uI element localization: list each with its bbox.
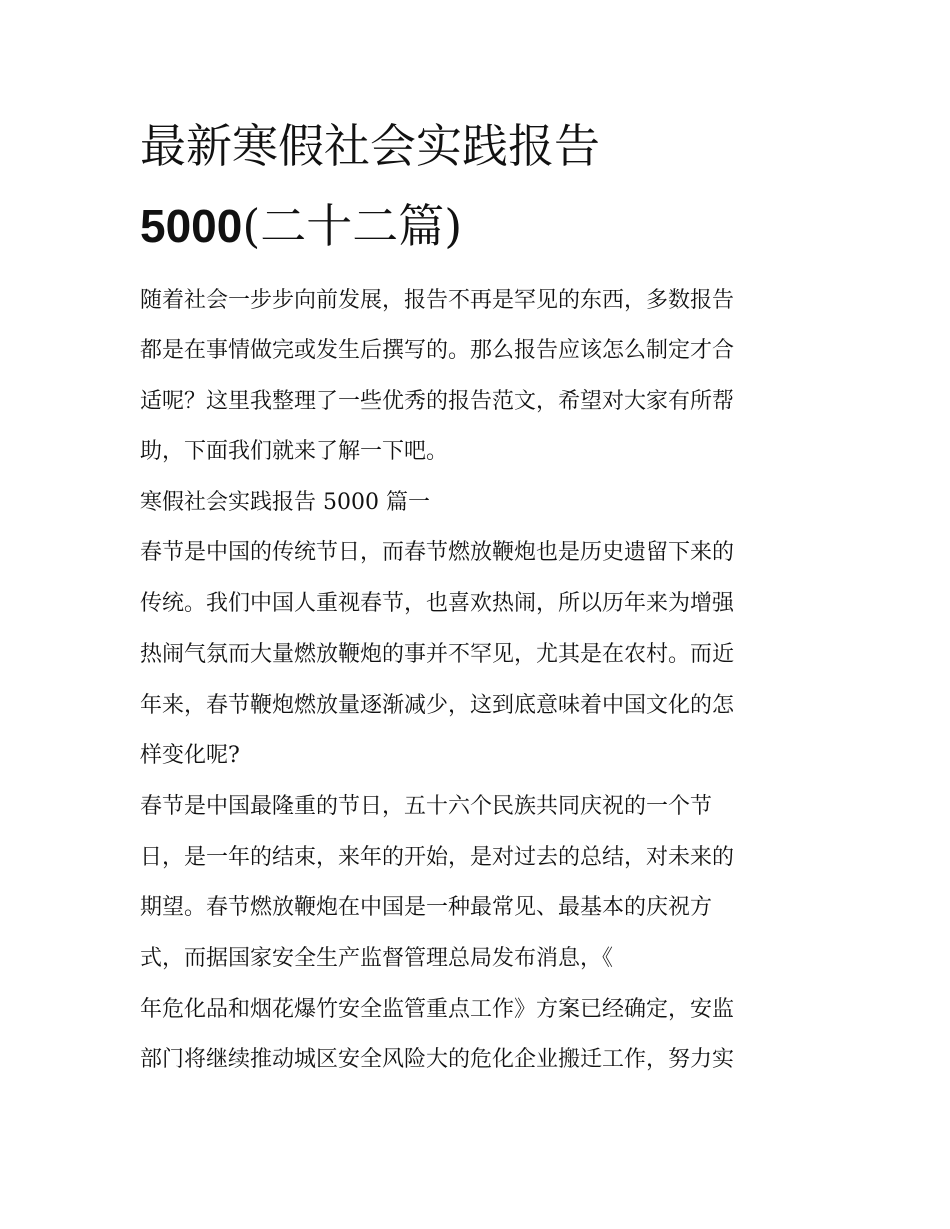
paragraph-line: 年危化品和烟花爆竹安全监管重点工作》方案已经确定，安监 [140, 997, 735, 1022]
paragraph-line: 春节是中国最隆重的节日，五十六个民族共同庆祝的一个节 [140, 794, 713, 819]
title-number: 5000 [140, 200, 243, 252]
paragraph-line: 助，下面我们就来了解一下吧。 [140, 439, 449, 464]
paragraph-line: 部门将继续推动城区安全风险大的危化企业搬迁工作，努力实 [140, 1047, 735, 1072]
paragraph-line: 式，而据国家安全生产监督管理总局发布消息，《 [140, 946, 614, 971]
paragraph-line: 随着社会一步步向前发展，报告不再是罕见的东西，多数报告 [140, 288, 735, 313]
paragraph-line: 期望。春节燃放鞭炮在中国是一种最常见、最基本的庆祝方 [140, 895, 713, 920]
paragraph-line: 年来，春节鞭炮燃放量逐渐减少，这到底意味着中国文化的怎 [140, 693, 735, 718]
title-text: 最新寒假社会实践报告 [140, 119, 600, 173]
document-title-line-1 [140, 116, 600, 176]
paragraph-line: 传统。我们中国人重视春节，也喜欢热闹，所以历年来为增强 [140, 591, 735, 616]
paragraph-line: 都是在事情做完或发生后撰写的。那么报告应该怎么制定才合 [140, 338, 735, 363]
paragraph-line: 热闹气氛而大量燃放鞭炮的事并不罕见，尤其是在农村。而近 [140, 642, 735, 667]
paragraph-line: 样变化呢? [140, 743, 240, 768]
section-heading: 寒假社会实践报告 5000 篇一 [140, 490, 430, 515]
title-suffix: (二十二篇) [242, 199, 463, 253]
paragraph-line: 适呢？这里我整理了一些优秀的报告范文，希望对大家有所帮 [140, 389, 735, 414]
paragraph-line: 日，是一年的结束，来年的开始，是对过去的总结，对未来的 [140, 845, 735, 870]
paragraph-line: 春节是中国的传统节日，而春节燃放鞭炮也是历史遗留下来的 [140, 540, 735, 565]
document-title-line-2 [140, 196, 462, 256]
